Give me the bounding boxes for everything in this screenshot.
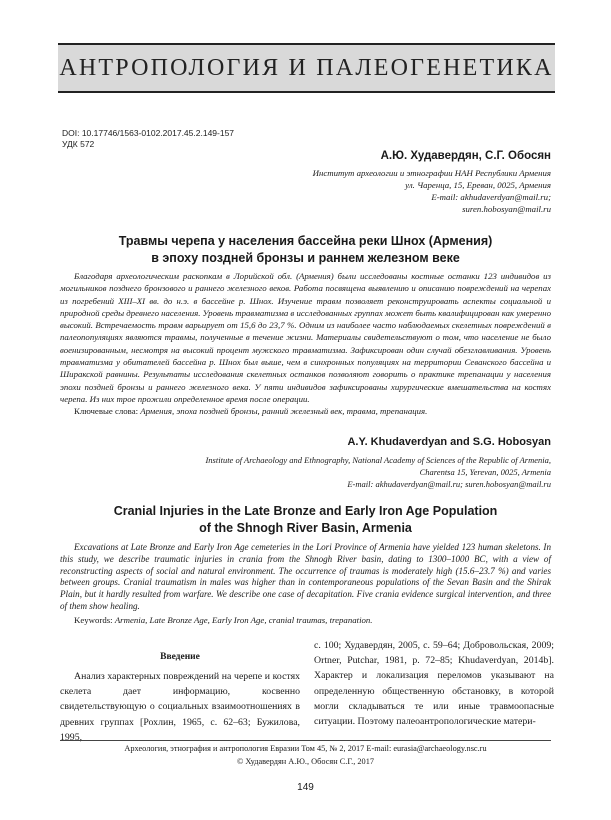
journal-section-title: АНТРОПОЛОГИЯ И ПАЛЕОГЕНЕТИКА [59,55,554,81]
body-text-right: с. 100; Худавердян, 2005, с. 59–64; Добровольская, 2009; Ortner, Putchar, 1981, p. 72–85; Khudaverdyan, 2014b]. Характер и локализация переломов указывают на определенную общественную обстановку, в которой могли складываться те или иные травмоопасные ситуации. Поэтому палеоантропологические матери- [314,640,554,728]
footer-divider [60,740,551,741]
authors-en: A.Y. Khudaverdyan and S.G. Hobosyan [347,436,551,448]
affiliation-ru-line: E-mail: akhudaverdyan@mail.ru; [431,192,551,202]
keywords-en-label: Keywords: [74,615,113,625]
abstract-en: Excavations at Late Bronze and Early Iron Age cemeteries in the Lori Province of Armenia have yielded 123 human skeletons. In this study, we describe traumatic injuries in crania from the Shnogh River basin, dating to 1300–1000 BC, with a view of reconstructing aspects of social and natural environment. The occurrence of traumas is moderately high (15.6–23.7 %) and varies between groups. Cranial traumatism in males was higher than in contemporaneous populations of the Sevan Basin and the Shirak Plain, but it hardly resulted from warfare. We describe one case of decapitation. Five crania evidence surgical intervention, and three of them show healing. [60,542,551,611]
article-title-en-line: of the Shnogh River Basin, Armenia [199,521,412,535]
section-title: Введение [160,652,200,662]
affiliation-ru-line: Институт археологии и этнографии НАН Республики Армения [312,168,551,178]
affiliation-en-line: Institute of Archaeology and Ethnography, National Academy of Sciences of the Republic of Armenia, [205,455,551,465]
keywords-en-text: Armenia, Late Bronze Age, Early Iron Age, cranial traumas, trepanation. [114,615,373,625]
body-text-left: Анализ характерных повреждений на черепе и костях скелета дает информацию, косвенно свидетельствующую о социальных взаимоотношениях в древних группах [Рохлин, 1965, с. 62–63; Бужилова, 1995, [60,671,300,743]
article-title-en [60,503,551,537]
keywords-en [74,614,373,626]
keywords-ru-text: Армения, эпоха поздней бронзы, ранний железный век, травма, трепанация. [140,406,428,416]
affiliation-ru-line: ул. Чаренца, 15, Ереван, 0025, Армения [405,180,551,190]
authors-ru: А.Ю. Худавердян, С.Г. Обосян [380,150,551,162]
affiliation-en-line: Charentsa 15, Yerevan, 0025, Armenia [419,467,551,477]
article-title-ru [60,233,551,267]
footer-copyright: © Худавердян А.Ю., Обосян С.Г., 2017 [237,757,374,766]
keywords-ru-label: Ключевые слова: [74,406,139,416]
footer-journal-line: Археология, этнография и антропология Евразии Том 45, № 2, 2017 E-mail: eurasia@archaeology.nsc.ru [124,744,487,753]
doi: DOI: 10.17746/1563-0102.2017.45.2.149-157 [62,128,235,138]
page-number: 149 [297,782,314,793]
udk: УДК 572 [62,139,95,149]
abstract-ru: Благодаря археологическим раскопкам в Лорийской обл. (Армения) были исследованы костные останки 123 индивидов из могильников позднего бронзового и раннего железного веков. Работа посвящена выявлению и описанию повреждений на черепах из погребений XIII–XI вв. до н.э. в бассейне р. Шнох. Изучение травм позволяет реконструировать аспекты социальной и природной среды древнего населения. Уровень травматизма в исследованных группах может быть квалифицирован как умеренно высокий. Встречаемость травм варьирует от 15,6 до 23,7 %. Одним из наиболее часто наблюдаемых скелетных повреждений в палеопопуляциях являются травмы, полученные в течение жизни. Материалы свидетельствуют о том, что население не было военизированным, несмотря на высокий процент мужского травматизма. Зафиксирован один случай обезглавливания. Уровень травматизма у обитателей бассейна р. Шнох был выше, чем в синхронных популяциях на территории Севанского бассейна и Ширакской равнины. Результаты исследования скелетных останков позволяют говорить о практике трепанации у населения эпохи поздней бронзы и раннего железного века. У пяти индивидов зафиксированы хирургические вмешательства на костях черепа. Из них трое прожили определенное время после операции. [60,271,551,404]
article-title-en-line: Cranial Injuries in the Late Bronze and Early Iron Age Population [113,504,498,518]
journal-section-banner [58,43,555,93]
affiliation-en-line: E-mail: akhudaverdyan@mail.ru; suren.hobosyan@mail.ru [347,479,551,489]
keywords-ru [74,405,427,417]
article-title-ru-line: Травмы черепа у населения бассейна реки Шнох (Армения) [118,234,493,248]
article-title-ru-line: в эпоху поздней бронзы и раннем железном веке [151,251,460,265]
affiliation-ru-line: suren.hobosyan@mail.ru [462,204,551,214]
